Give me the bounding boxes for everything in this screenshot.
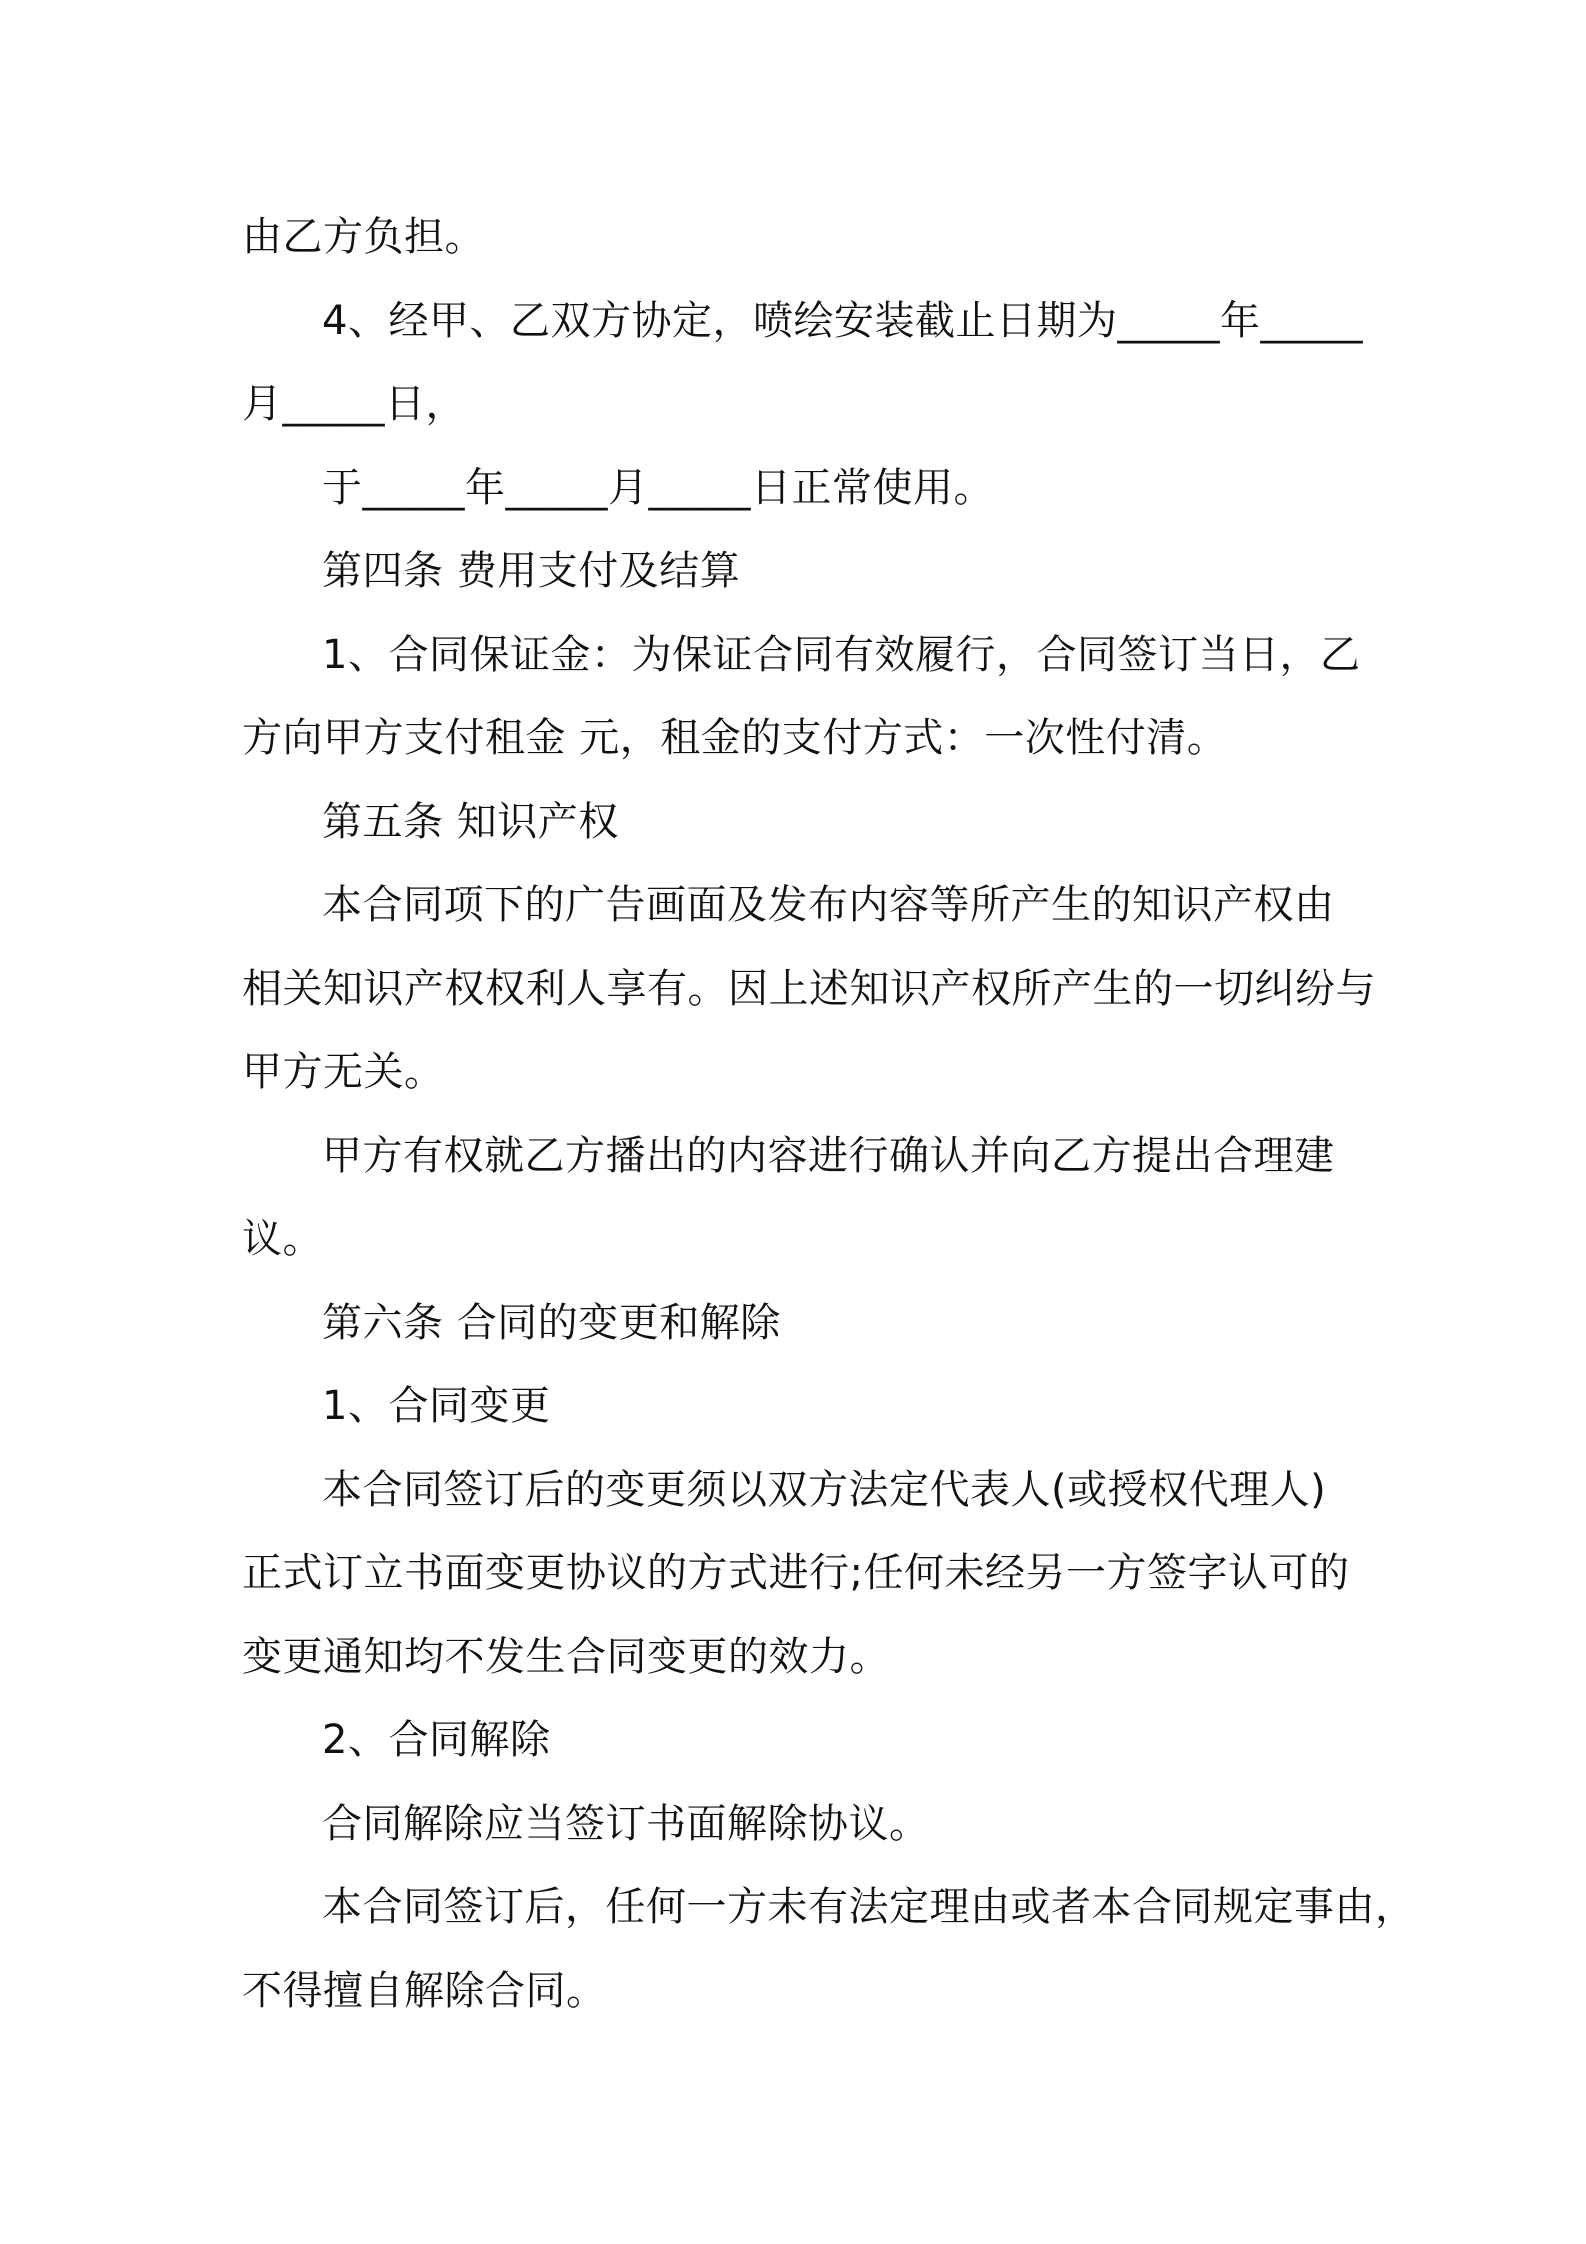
text-line: 甲方无关。 <box>242 1049 445 1095</box>
text-line: 变更通知均不发生合同变更的效力。 <box>242 1633 890 1680</box>
text-line: 本合同项下的广告画面及发布内容等所产生的知识产权由 <box>322 882 1335 928</box>
text-line: 本合同签订后的变更须以双方法定代表人(或授权代理人) <box>322 1466 1327 1513</box>
subsection-heading: 2、合同解除 <box>322 1717 551 1763</box>
text-line: 于_____年_____月_____日正常使用。 <box>322 464 994 511</box>
text-line: 正式订立书面变更协议的方式进行;任何未经另一方签字认可的 <box>242 1550 1350 1596</box>
text-line: 由乙方负担。 <box>242 214 485 260</box>
text-line: 甲方有权就乙方播出的内容进行确认并向乙方提出合理建 <box>322 1132 1335 1179</box>
document-body <box>242 196 1416 2033</box>
text-line: 方向甲方支付租金 元，租金的支付方式：一次性付清。 <box>242 715 1228 761</box>
section-heading: 第六条 合同的变更和解除 <box>322 1299 781 1346</box>
text-line: 相关知识产权权利人享有。因上述知识产权所产生的一切纠纷与 <box>242 965 1376 1012</box>
subsection-heading: 1、合同变更 <box>322 1383 551 1429</box>
section-heading: 第五条 知识产权 <box>322 798 619 845</box>
text-line: 合同解除应当签订书面解除协议。 <box>322 1800 930 1847</box>
section-heading: 第四条 费用支付及结算 <box>322 548 741 594</box>
text-line: 本合同签订后，任何一方未有法定理由或者本合同规定事由， <box>322 1884 1416 1930</box>
text-line: 1、合同保证金：为保证合同有效履行，合同签订当日，乙 <box>322 631 1361 678</box>
text-line: 不得擅自解除合同。 <box>242 1967 607 2014</box>
text-line: 月_____日， <box>242 381 466 427</box>
text-line: 议。 <box>242 1216 323 1262</box>
text-line: 4、经甲、乙双方协定，喷绘安装截止日期为_____年_____ <box>322 297 1363 344</box>
